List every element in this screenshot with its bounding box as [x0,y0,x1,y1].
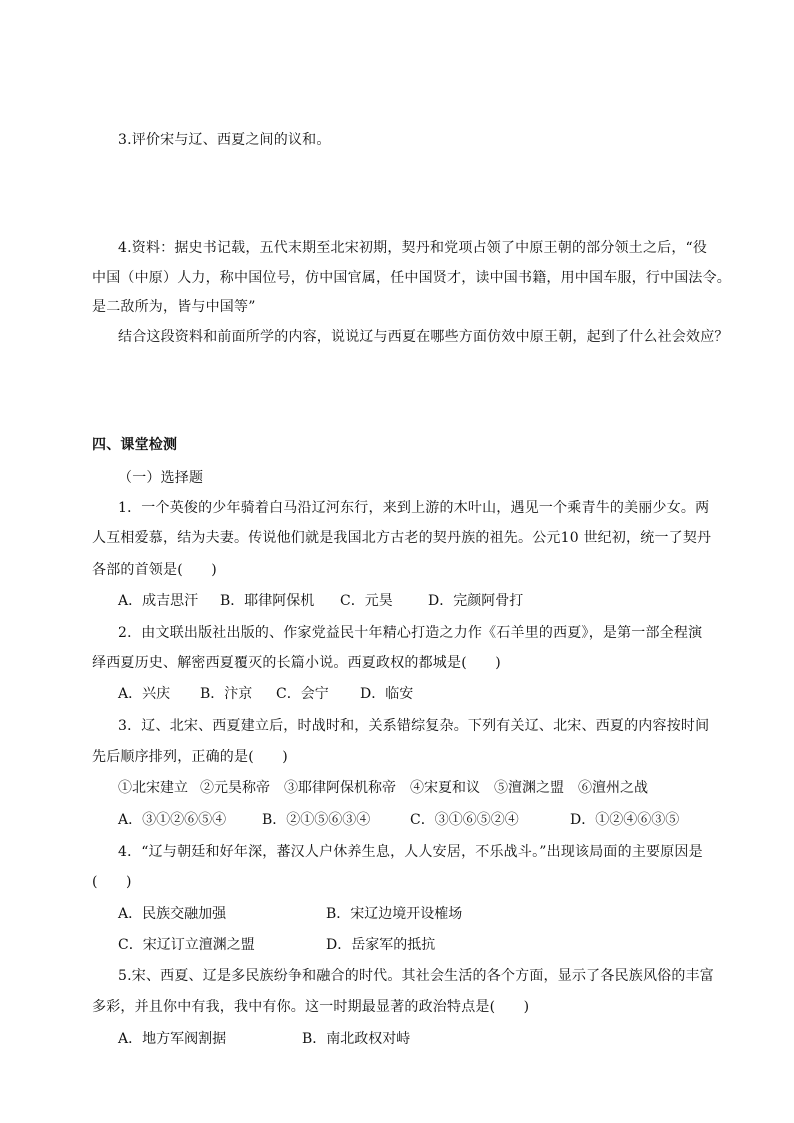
question-3: 3.评价宋与辽、西夏之间的议和。 [118,132,331,148]
mc1-line-2: 人互相爱慕，结为夫妻。传说他们就是我国北方古老的契丹族的祖先。公元10 世纪初，统一了契丹 [92,530,712,546]
mc4-option-b: B．宋辽边境开设榷场 [326,906,463,922]
mc3-option-b: B．②①⑤⑥③④ [262,812,371,828]
mc4-option-c: C．宋辽订立澶渊之盟 [118,937,255,953]
mc4-line-1: 4．“辽与朝廷和好年深，蕃汉人户休养生息，人人安居，不乐战斗。”出现该局面的主要原因是 [118,844,703,860]
mc3-option-a: A．③①②⑥⑤④ [118,812,227,828]
mc1-line-3: 各部的首领是( ) [92,562,217,578]
question-4-line-2: 中国（中原）人力，称中国位号，仿中国官属，任中国贤才，读中国书籍，用中国车服，行中国法令。 [92,270,731,286]
mc2-option-a: A．兴庆 [118,686,171,702]
mc3-option-d: D．①②④⑥③⑤ [570,812,680,828]
mc1-option-c: C．元昊 [340,593,393,609]
mc4-option-d: D．岳家军的抵抗 [326,937,436,953]
question-4-prompt: 结合这段资料和前面所学的内容，说说辽与西夏在哪些方面仿效中原王朝，起到了什么社会效应？ [118,329,729,345]
question-4-line-1: 4.资料：据史书记载，五代末期至北宋初期，契丹和党项占领了中原王朝的部分领土之后，“役 [118,240,708,256]
mc3-event-2: ②元昊称帝 [200,780,270,796]
section-subtitle: （一）选择题 [118,470,204,486]
mc1-line-1: 1．一个英俊的少年骑着白马沿辽河东行，来到上游的木叶山，遇见一个乘青牛的美丽少女。两 [118,500,710,516]
mc3-event-6: ⑥澶州之战 [578,780,648,796]
mc3-option-c: C．③①⑥⑤②④ [410,812,519,828]
mc2-line-1: 2．由文联出版社出版的、作家党益民十年精心打造之力作《石羊里的西夏》，是第一部全程演 [118,625,703,641]
mc1-option-b: B．耶律阿保机 [220,593,315,609]
mc3-event-1: ①北宋建立 [118,780,188,796]
mc4-line-2: ( ) [92,874,132,890]
mc5-option-a: A．地方军阀割据 [118,1031,227,1047]
mc2-line-2: 绎西夏历史、解密西夏覆灭的长篇小说。西夏政权的都城是( ) [92,655,501,671]
mc3-event-5: ⑤澶渊之盟 [494,780,564,796]
mc2-option-b: B．汴京 [200,686,253,702]
mc1-option-d: D．完颜阿骨打 [428,593,524,609]
mc3-event-4: ④宋夏和议 [410,780,480,796]
mc5-option-b: B．南北政权对峙 [302,1031,411,1047]
mc3-line-1: 3．辽、北宋、西夏建立后，时战时和，关系错综复杂。下列有关辽、北宋、西夏的内容按时间 [118,718,710,734]
mc1-option-a: A．成吉思汗 [118,593,199,609]
mc3-line-2: 先后顺序排列，正确的是( ) [92,749,288,765]
section-title: 四、课堂检测 [92,437,178,453]
mc2-option-d: D．临安 [360,686,414,702]
mc5-line-2: 多彩，并且你中有我，我中有你。这一时期最显著的政治特点是( ) [92,999,530,1015]
mc5-line-1: 5.宋、西夏、辽是多民族纷争和融合的时代。其社会生活的各个方面，显示了各民族风俗的丰富 [118,968,714,984]
question-4-line-3: 是二敌所为，皆与中国等” [92,299,256,315]
mc3-event-3: ③耶律阿保机称帝 [284,780,396,796]
mc4-option-a: A．民族交融加强 [118,906,227,922]
mc2-option-c: C．会宁 [276,686,329,702]
